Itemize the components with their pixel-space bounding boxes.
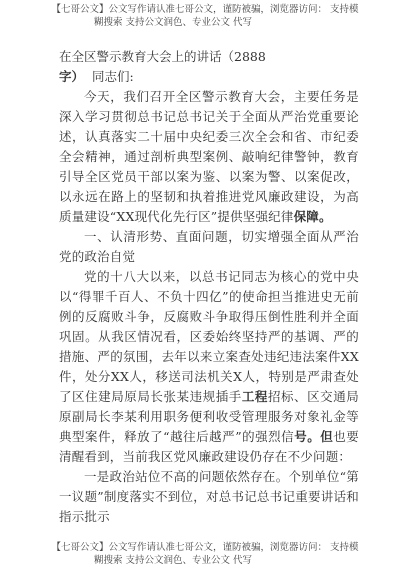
- document-title: [59, 47, 359, 87]
- paragraph-situation-text-a: 党的十八大以来，以总书记同志为核心的党中央以“得罪千百人、不负十四亿”的使命担当推进史无前例的反腐败斗争，反腐败斗争取得压倒性胜利并全面巩固。从我区情况看，区委始终坚持严的基调、严的措施、严的氛围，去年以来立案查处违纪违法案件XX件，处分XX人，移送司法机关X人，特别是严肃查处了区住建局原局长张某违规插手: [59, 269, 359, 404]
- page-header-banner: [0, 3, 410, 29]
- paragraph-intro: [59, 87, 359, 227]
- title-unit: 字）: [59, 69, 85, 84]
- section-heading-1: 一、认清形势、直面问题，切实增强全面从严治党的政治自觉: [59, 229, 359, 264]
- paragraph-situation: [59, 267, 359, 467]
- title-word-count: 2888: [234, 49, 266, 64]
- paragraph-intro-text: 今天，我们召开全区警示教育大会，主要任务是深入学习贯彻总书记总书记关于全面从严治党重要论述，认真落实二十届中央纪委三次全会和省、市纪委全会精神，通过剖析典型案例、敲响纪律警钟，教育引导全区党员干部以案为鉴、以案为警、以案促改，以永远在路上的坚韧和执着推进党风廉政建设，为高质量建设“XX现代化先行区”提供坚强纪律: [59, 89, 359, 224]
- paragraph-intro-bold-end: 保障。: [293, 209, 332, 224]
- paragraph-situation-text-c: 也要清醒看到，当前我区党风廉政建设仍存在不少问题：: [59, 429, 359, 464]
- header-line-2: 糊搜索 支持公文润色、专业公文 代写: [94, 17, 253, 28]
- paragraph-situation-bold-2: 号。但: [294, 429, 334, 444]
- footer-line-2: 糊搜索 支持公文润色、专业公文 代写: [94, 555, 253, 566]
- footer-line-1: 【七哥公文】公文写作请认准七哥公文，谨防被骗，浏览器访问： 支持模: [51, 542, 359, 553]
- paragraph-situation-text-b: 招标、区交通局原副局长李某利用职务便利收受管理服务对象礼金等典型案件，释放了“越往后越严”的强烈信: [59, 389, 359, 444]
- page-footer-banner: [0, 541, 410, 567]
- paragraph-situation-bold-1: 工程: [241, 389, 268, 404]
- title-text: 在全区警示教育大会上的讲话（: [59, 49, 235, 64]
- header-line-1: 【七哥公文】公文写作请认准七哥公文，谨防被骗，浏览器访问： 支持模: [51, 4, 359, 15]
- paragraph-problem-1: 一是政治站位不高的问题依然存在。个别单位“第一议题”制度落实不到位，对总书记总书记重要讲话和指示批示: [59, 469, 359, 524]
- salutation: 同志们:: [91, 69, 134, 84]
- document-body: [59, 47, 359, 527]
